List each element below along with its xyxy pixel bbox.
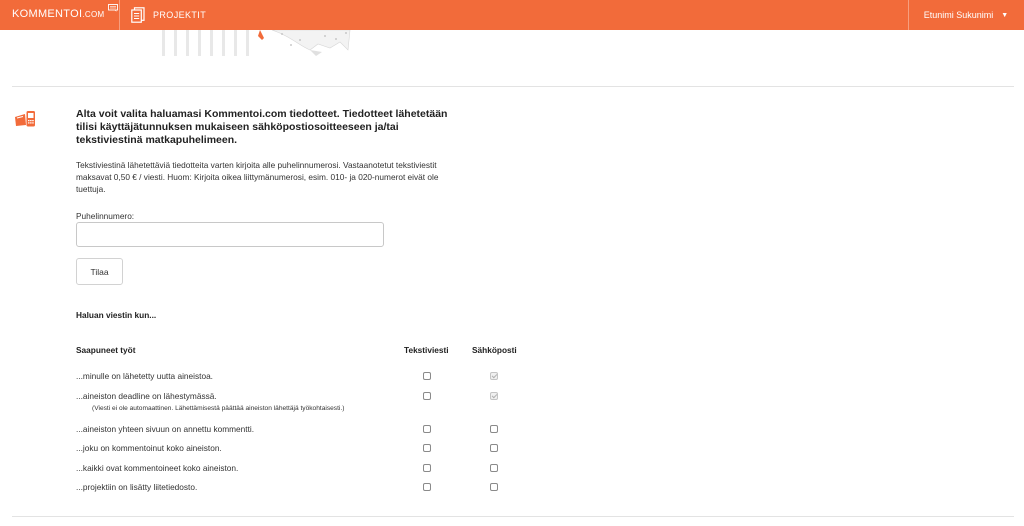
- row-label: ...projektiin on lisätty liitetiedosto.: [76, 482, 198, 492]
- sms-checkbox[interactable]: [423, 392, 431, 400]
- order-button[interactable]: Tilaa: [76, 258, 123, 285]
- group-header-received-jobs: Saapuneet työt: [76, 345, 136, 355]
- email-checkbox: [490, 372, 498, 380]
- user-name: Etunimi Sukunimi: [923, 10, 994, 20]
- speech-bubble-icon: [108, 4, 118, 12]
- row-label: ...aineiston yhteen sivuun on annettu kommentti.: [76, 424, 255, 434]
- table-row: [76, 443, 536, 457]
- table-row: [76, 482, 536, 496]
- email-checkbox[interactable]: [490, 483, 498, 491]
- user-menu-dropdown[interactable]: [908, 0, 1024, 30]
- sms-checkbox[interactable]: [423, 464, 431, 472]
- sms-checkbox[interactable]: [423, 444, 431, 452]
- row-label: ...kaikki ovat kommentoineet koko aineiston.: [76, 463, 239, 473]
- email-checkbox[interactable]: [490, 444, 498, 452]
- projects-label: PROJEKTIT: [153, 10, 207, 20]
- table-row: [76, 391, 536, 405]
- table-row: [76, 463, 536, 477]
- table-row: [76, 424, 536, 438]
- email-checkbox: [490, 392, 498, 400]
- row-label: ...joku on kommentoinut koko aineiston.: [76, 443, 222, 453]
- document-icon: [131, 7, 145, 23]
- navbar-separator: [119, 0, 120, 30]
- logo-main-text: KOMMENTOI: [12, 8, 83, 20]
- top-navbar: [0, 0, 1024, 30]
- sms-checkbox[interactable]: [423, 483, 431, 491]
- notification-preferences-heading: Haluan viestin kun...: [76, 310, 157, 320]
- row-label: ...minulle on lähetetty uutta aineistoa.: [76, 371, 213, 381]
- logo[interactable]: [12, 8, 104, 20]
- sms-checkbox[interactable]: [423, 425, 431, 433]
- column-header-sms: Tekstiviesti: [404, 345, 449, 355]
- phone-number-input[interactable]: [76, 222, 384, 247]
- chevron-down-icon: ▼: [1001, 11, 1009, 19]
- phone-number-label: Puhelinnumero:: [76, 211, 135, 221]
- table-row: [76, 371, 536, 385]
- row-label: ...aineiston deadline on lähestymässä.: [76, 391, 217, 401]
- logo-suffix-text: .COM: [82, 10, 105, 19]
- hero-illustration: [160, 30, 355, 56]
- section-divider: [12, 86, 1014, 87]
- column-header-email: Sähköposti: [472, 345, 517, 355]
- intro-text: Alta voit valita haluamasi Kommentoi.com tiedotteet. Tiedotteet lähetetään tilisi käyttäjätunnuksen mukaiseen sähköpostiosoitteeseen ja/tai tekstiviestinä matkapuhelimeen.: [76, 108, 448, 146]
- sms-checkbox[interactable]: [423, 372, 431, 380]
- deadline-note: (Viesti ei ole automaattinen. Lähettämisestä päättää aineiston lähettäjä työkohtaisesti.): [92, 405, 345, 412]
- sms-info-text: Tekstiviestinä lähetettäviä tiedotteita varten kirjoita alle puhelinnumerosi. Vastaanotetut tekstiviestit maksavat 0,50 € / viesti. Huom: Kirjoita oikea liittymänumerosi, esim. 010- ja 020-numerot eivät ole tuettuja.: [76, 160, 439, 194]
- email-checkbox[interactable]: [490, 464, 498, 472]
- section-divider: [12, 516, 1014, 517]
- projects-nav-button[interactable]: [131, 0, 206, 30]
- email-checkbox[interactable]: [490, 425, 498, 433]
- mobile-phone-icon: [14, 110, 36, 133]
